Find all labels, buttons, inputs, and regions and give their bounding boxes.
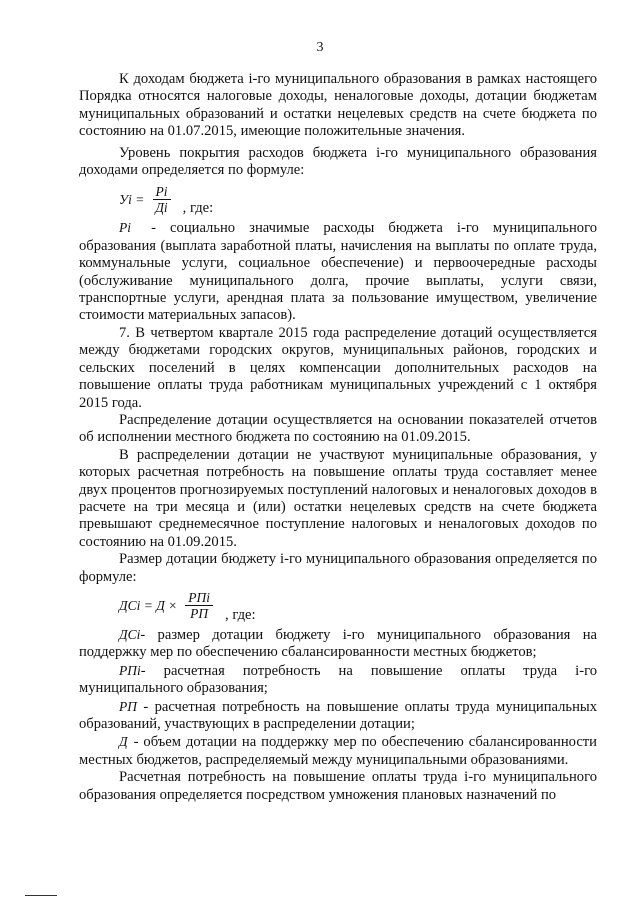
symbol-rp-i: РПi [119, 662, 141, 678]
paragraph-symbol-p [79, 219, 597, 324]
footer-divider [25, 895, 57, 896]
formula-fraction [152, 184, 170, 215]
paragraph-distribution-basis: Распределение дотации осуществляется на основании показателей отчетов об исполнении местного бюджета по состоянию на 01.09.2015. [79, 411, 597, 446]
symbol-rp-i-definition: - расчетная потребность на повышение оплаты труда i-го муниципального образования; [79, 662, 597, 697]
formula-denominator: Дi [155, 199, 168, 215]
symbol-ds: ДСi [119, 626, 141, 642]
formula-lhs: Уi = [119, 191, 145, 207]
document-body [79, 71, 597, 804]
symbol-p: Pi [119, 220, 131, 236]
paragraph-income-definition: К доходам бюджета i-го муниципального образования в рамках настоящего Порядка относятся налоговые доходы, неналоговые доходы, дотации бюджетам муниципальных образований и остатки нецелевых средств на счете бюджета по состоянию на 01.07.2015, имеющие положительные значения. [79, 71, 597, 140]
symbol-d-definition: - объем дотации на поддержку мер по обеспечению сбалансированности местных бюджетов, распределяемый между муниципальными образованиями. [79, 734, 597, 768]
paragraph-coverage-level: Уровень покрытия расходов бюджета i-го муниципального образования доходами определяется по формуле: [79, 144, 597, 179]
symbol-rp: РП [119, 698, 137, 714]
formula-numerator: РПi [185, 590, 213, 606]
formula-lhs: ДСi = Д × [119, 598, 178, 614]
paragraph-section-7: 7. В четвертом квартале 2015 года распределение дотаций осуществляется между бюджетами городских округов, муниципальных районов, городских и сельских поселений в целях компенсации дополнительных расходов на повышение оплаты труда работникам муниципальных учреждений с 1 октября 2015 года. [79, 324, 597, 411]
paragraph-symbol-rp [79, 698, 597, 734]
formula-denominator: РП [190, 606, 209, 622]
symbol-rp-definition: - расчетная потребность на повышение оплаты труда муниципальных образований, участвующих в распределении дотации; [79, 698, 597, 732]
paragraph-calculated-need: Расчетная потребность на повышение оплаты труда i-го муниципального образования определяется посредством умножения плановых назначений по [79, 769, 597, 803]
paragraph-grant-size: Размер дотации бюджету i-го муниципального образования определяется по формуле: [79, 551, 597, 585]
symbol-d: Д [119, 734, 128, 750]
formula-tail: , где: [182, 200, 214, 217]
paragraph-exclusions: В распределении дотации не участвуют муниципальные образования, у которых расчетная потребность на повышение оплаты труда составляет менее двух процентов прогнозируемых поступлений налоговых и неналоговых доходов в расчете на три месяца и (или) остатки нецелевых средств на счете бюджета превышают среднемесячное поступление налоговых и неналоговых доходов по состоянию на 01.09.2015. [79, 446, 597, 550]
formula-tail: , где: [225, 606, 256, 623]
paragraph-symbol-rp-i [79, 662, 597, 698]
symbol-ds-definition: - размер дотации бюджету i-го муниципального образования на поддержку мер по обеспечению сбалансированности местных бюджетов; [79, 626, 597, 661]
formula-numerator: Pi [153, 184, 171, 200]
paragraph-symbol-ds [79, 626, 597, 662]
formula-coverage-level [79, 179, 597, 219]
formula-fraction [185, 590, 213, 621]
page-number: 3 [316, 40, 324, 55]
paragraph-symbol-d [79, 733, 597, 769]
formula-grant-size [79, 586, 597, 626]
symbol-p-definition: - социально значимые расходы бюджета i-го муниципального образования (выплата заработной платы, начисления на выплаты по оплате труда, коммунальные услуги, социальное обеспечение) и первоочередные расходы (обслуживание муниципального долга, прочие выплаты, услуги связи, транспортные услуги, арендная плата за пользование имуществом, увеличение стоимости материальных запасов). [79, 220, 597, 324]
